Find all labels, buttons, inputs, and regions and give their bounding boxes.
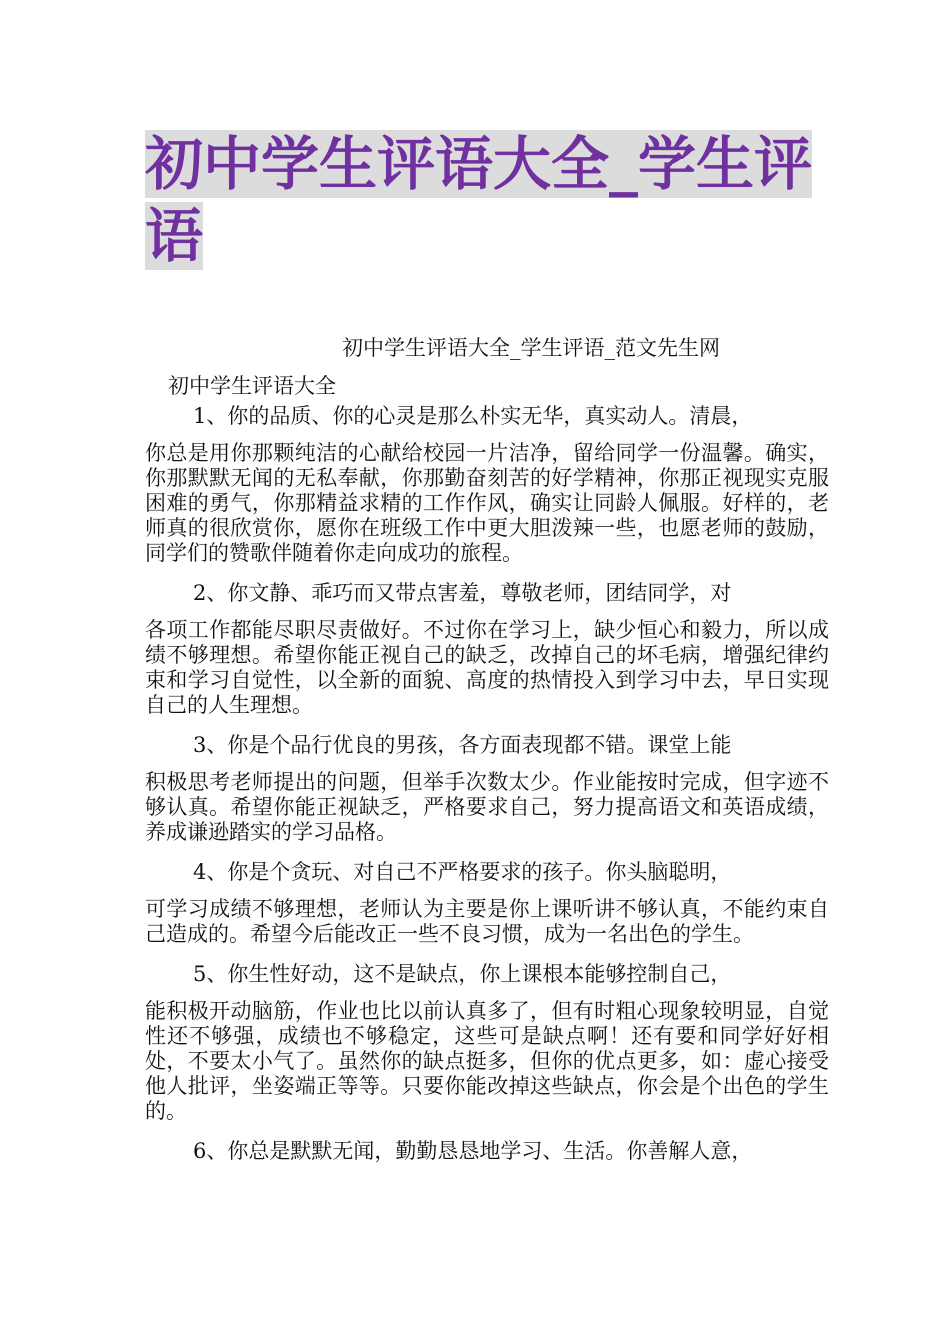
paragraph-2 [145, 581, 829, 718]
paragraph-text: 积极思考老师提出的问题，但举手次数太少。作业能按时完成，但字迹不够认真。希望你能正视缺乏，严格要求自己，努力提高语文和英语成绩，养成谦逊踏实的学习品格。 [145, 770, 829, 844]
paragraph-text: 各项工作都能尽职尽责做好。不过你在学习上，缺少恒心和毅力，所以成绩不够理想。希望你能正视自己的缺乏，改掉自己的坏毛病，增强纪律约束和学习自觉性，以全新的面貌、高度的热情投入到学习中去，早日实现自己的人生理想。 [145, 618, 829, 717]
paragraph-first-line: 5、你生性好动，这不是缺点，你上课根本能够控制自己， [193, 962, 732, 986]
section-heading: 初中学生评语大全 [168, 374, 336, 398]
paragraph-4 [145, 860, 829, 947]
paragraph-text: 能积极开动脑筋，作业也比以前认真多了，但有时粗心现象较明显，自觉性还不够强，成绩也不够稳定，这些可是缺点啊！还有要和同学好好相处，不要太小气了。虽然你的缺点挺多，但你的优点更多，如：虚心接受他人批评，坐姿端正等等。只要你能改掉这些缺点，你会是个出色的学生的。 [145, 999, 829, 1123]
paragraph-text: 可学习成绩不够理想，老师认为主要是你上课听讲不够认真，不能约束自己造成的。希望今后能改正一些不良习惯，成为一名出色的学生。 [145, 897, 829, 946]
paragraph-1 [145, 404, 829, 566]
paragraph-3 [145, 733, 829, 845]
paragraph-first-line: 2、你文静、乖巧而又带点害羞，尊敬老师，团结同学，对 [193, 581, 732, 605]
paragraph-6 [145, 1139, 829, 1164]
document-title [145, 128, 815, 272]
paragraph-first-line: 4、你是个贪玩、对自己不严格要求的孩子。你头脑聪明， [193, 860, 732, 884]
paragraph-first-line: 1、你的品质、你的心灵是那么朴实无华，真实动人。清晨， [193, 404, 753, 428]
paragraph-5 [145, 962, 829, 1124]
document-body [145, 404, 829, 1179]
paragraph-first-line: 3、你是个品行优良的男孩，各方面表现都不错。课堂上能 [193, 733, 732, 757]
document-title-text: 初中学生评语大全_学生评语 [145, 130, 813, 270]
paragraph-first-line: 6、你总是默默无闻，勤勤恳恳地学习、生活。你善解人意， [193, 1139, 753, 1163]
paragraph-text: 你总是用你那颗纯洁的心献给校园一片洁净，留给同学一份温馨。确实，你那默默无闻的无私奉献，你那勤奋刻苦的好学精神，你那正视现实克服困难的勇气，你那精益求精的工作作风，确实让同龄人佩服。好样的，老师真的很欣赏你，愿你在班级工作中更大胆泼辣一些，也愿老师的鼓励，同学们的赞歌伴随着你走向成功的旅程。 [145, 441, 829, 565]
document-subtitle: 初中学生评语大全_学生评语_范文先生网 [342, 336, 720, 360]
